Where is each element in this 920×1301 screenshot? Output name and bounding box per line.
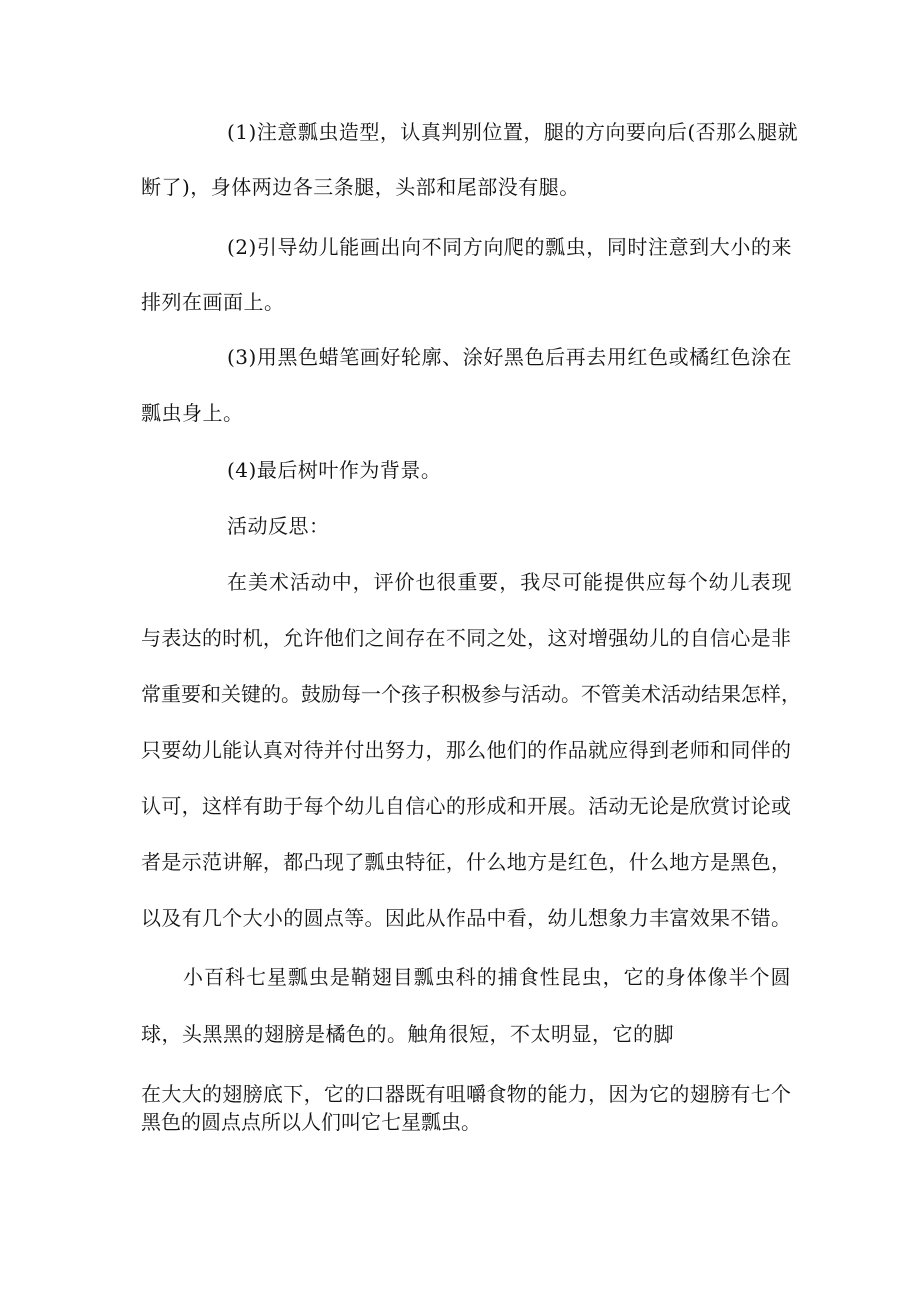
paragraph-3-line-2: 瓢虫身上。 — [141, 401, 244, 425]
paragraph-6-line-4: 黑色的圆点点所以人们叫它七星瓢虫。 — [141, 1110, 481, 1134]
paragraph-5-line-5: 认可，这样有助于每个幼儿自信心的形成和开展。活动无论是欣赏讨论或 — [141, 794, 791, 818]
paragraph-6-line-2: 球，头黑黑的翅膀是橘色的。触角很短，不太明显，它的脚 — [141, 1022, 674, 1046]
paragraph-2-line-1: (2)引导幼儿能画出向不同方向爬的瓢虫，同时注意到大小的来 — [227, 235, 792, 259]
section-heading-reflection: 活动反思： — [227, 514, 330, 538]
paragraph-6-line-3: 在大大的翅膀底下，它的口器既有咀嚼食物的能力，因为它的翅膀有七个 — [141, 1082, 791, 1106]
paragraph-6-line-1: 小百科七星瓢虫是鞘翅目瓢虫科的捕食性昆虫，它的身体像半个圆 — [183, 965, 791, 989]
paragraph-3-line-1: (3)用黑色蜡笔画好轮廓、涂好黑色后再去用红色或橘红色涂在 — [227, 345, 792, 369]
paragraph-4-line-1: (4)最后树叶作为背景。 — [227, 458, 442, 482]
paragraph-5-line-1: 在美术活动中，评价也很重要，我尽可能提供应每个幼儿表现 — [227, 570, 792, 594]
paragraph-1-line-1: (1)注意瓢虫造型，认真判别位置，腿的方向要向后(否那么腿就 — [227, 120, 799, 144]
paragraph-5-line-2: 与表达的时机，允许他们之间存在不同之处，这对增强幼儿的自信心是非 — [141, 626, 791, 650]
paragraph-5-line-7: 以及有几个大小的圆点等。因此从作品中看，幼儿想象力丰富效果不错。 — [141, 906, 791, 930]
paragraph-5-line-6: 者是示范讲解，都凸现了瓢虫特征，什么地方是红色，什么地方是黑色， — [141, 850, 791, 874]
paragraph-5-line-3: 常重要和关键的。鼓励每一个孩子积极参与活动。不管美术活动结果怎样， — [141, 682, 801, 706]
paragraph-2-line-2: 排列在画面上。 — [141, 290, 285, 314]
paragraph-1-line-2: 断了)，身体两边各三条腿，头部和尾部没有腿。 — [141, 175, 580, 199]
paragraph-5-line-4: 只要幼儿能认真对待并付出努力，那么他们的作品就应得到老师和同伴的 — [141, 738, 791, 762]
